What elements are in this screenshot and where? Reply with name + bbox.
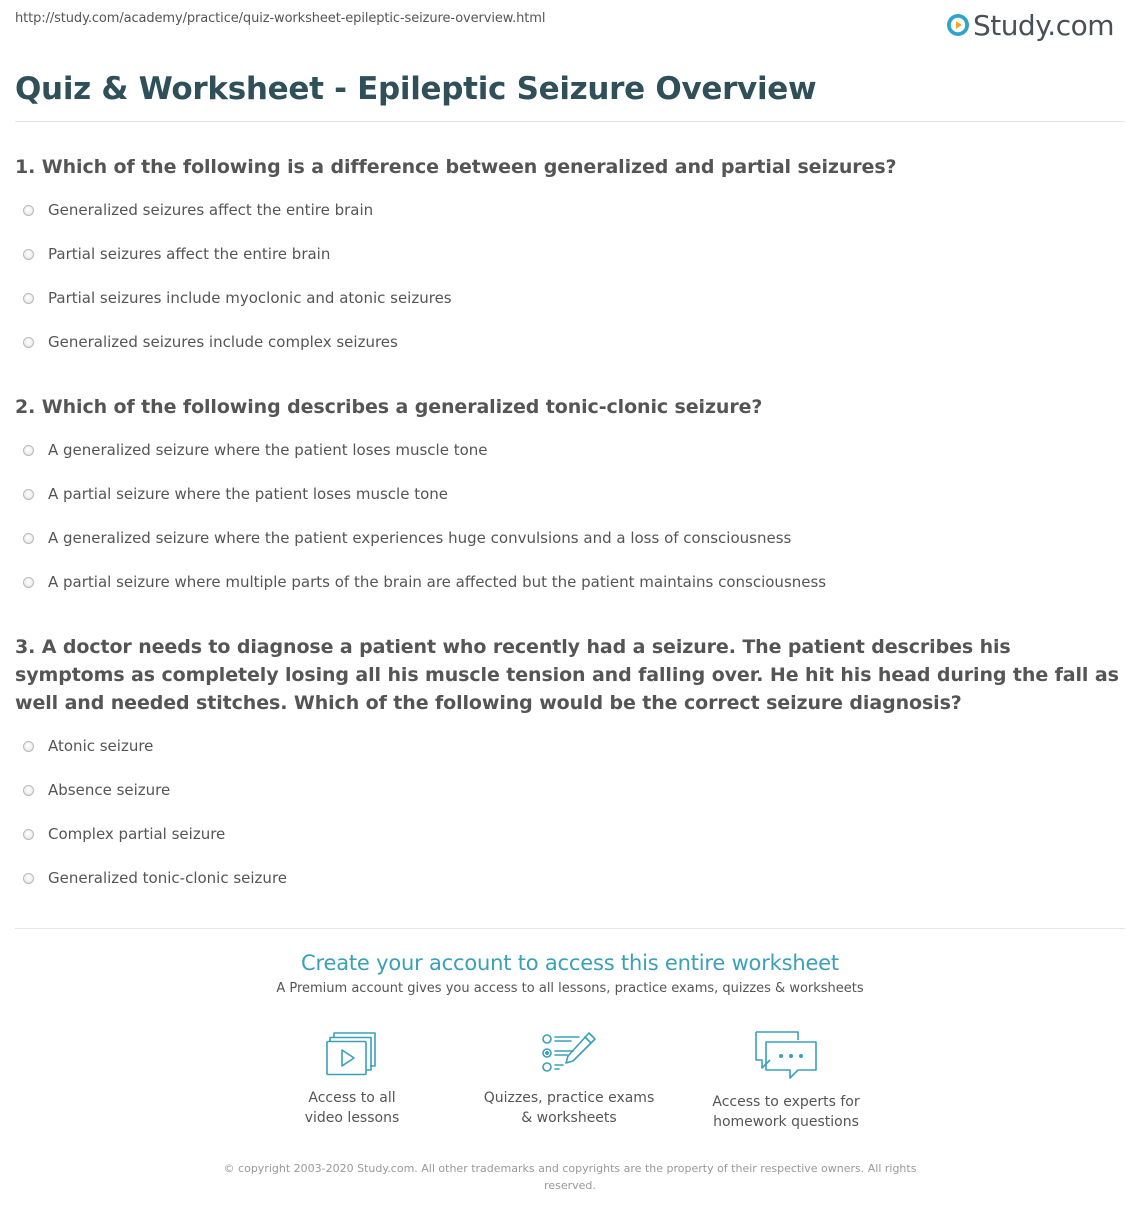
option-label: Complex partial seizure <box>48 825 226 843</box>
logo-text: Study.com <box>972 8 1114 42</box>
video-lessons-icon <box>326 1030 378 1076</box>
q1-option-4[interactable] <box>23 331 398 353</box>
feature-label-line1: Access to experts for <box>712 1094 860 1110</box>
q3-option-4[interactable] <box>23 867 287 889</box>
radio-button[interactable] <box>23 249 34 260</box>
option-label: A partial seizure where the patient loses muscle tone <box>48 485 448 503</box>
q2-option-1[interactable] <box>23 439 488 461</box>
option-label: A partial seizure where multiple parts of the brain are affected but the patient maintains consciousness <box>48 573 827 591</box>
option-label: Atonic seizure <box>48 737 154 755</box>
expert-chat-icon <box>754 1030 818 1080</box>
title-divider <box>15 121 1125 122</box>
page-url: http://study.com/academy/practice/quiz-worksheet-epileptic-seizure-overview.html <box>15 11 546 26</box>
q1-option-2[interactable] <box>23 243 330 265</box>
cta-divider <box>15 928 1125 929</box>
cta-title[interactable]: Create your account to access this entire worksheet <box>301 951 839 975</box>
q3-option-2[interactable] <box>23 779 170 801</box>
radio-button[interactable] <box>23 489 34 500</box>
feature-quizzes <box>469 1030 669 1128</box>
quiz-checklist-icon <box>541 1030 597 1076</box>
feature-label-line2: homework questions <box>713 1114 859 1130</box>
option-label: Generalized seizures affect the entire brain <box>48 201 374 219</box>
question-3: 3. A doctor needs to diagnose a patient who recently had a seizure. The patient describes his symptoms as completely losing all his muscle tension and falling over. He hit his head during the fall as well and needed stitches. Which of the following would be the correct seizure diagnosis? <box>15 636 1119 714</box>
copyright-notice: © copyright 2003-2020 Study.com. All other trademarks and copyrights are the property of their respective owners. All rights reserved. <box>223 1162 917 1192</box>
option-label: Absence seizure <box>48 781 171 799</box>
q3-option-1[interactable] <box>23 735 153 757</box>
study-logo[interactable] <box>946 8 1114 42</box>
question-1: 1. Which of the following is a difference between generalized and partial seizures? <box>15 156 897 178</box>
question-2: 2. Which of the following describes a generalized tonic-clonic seizure? <box>15 396 763 418</box>
radio-button[interactable] <box>23 205 34 216</box>
feature-label-line2: & worksheets <box>521 1110 617 1126</box>
q1-option-3[interactable] <box>23 287 452 309</box>
radio-button[interactable] <box>23 445 34 456</box>
q2-option-3[interactable] <box>23 527 791 549</box>
q1-option-1[interactable] <box>23 199 373 221</box>
radio-button[interactable] <box>23 741 34 752</box>
feature-label-line2: video lessons <box>304 1110 400 1126</box>
radio-button[interactable] <box>23 293 34 304</box>
option-label: A generalized seizure where the patient experiences huge convulsions and a loss of consciousness <box>48 529 792 547</box>
radio-button[interactable] <box>23 873 34 884</box>
page-title: Quiz & Worksheet - Epileptic Seizure Overview <box>15 71 817 107</box>
radio-button[interactable] <box>23 533 34 544</box>
radio-button[interactable] <box>23 829 34 840</box>
radio-button[interactable] <box>23 337 34 348</box>
option-label: Partial seizures include myoclonic and atonic seizures <box>48 289 452 307</box>
q3-option-3[interactable] <box>23 823 225 845</box>
option-label: Partial seizures affect the entire brain <box>48 245 331 263</box>
option-label: Generalized seizures include complex seizures <box>48 333 398 351</box>
q2-option-2[interactable] <box>23 483 448 505</box>
option-label: A generalized seizure where the patient loses muscle tone <box>48 441 488 459</box>
radio-button[interactable] <box>23 577 34 588</box>
radio-button[interactable] <box>23 785 34 796</box>
play-icon <box>946 13 970 37</box>
cta-subtitle: A Premium account gives you access to all lessons, practice exams, quizzes & worksheets <box>276 981 864 996</box>
feature-label-line1: Quizzes, practice exams <box>483 1090 655 1106</box>
feature-video-lessons <box>252 1030 452 1128</box>
q2-option-4[interactable] <box>23 571 826 593</box>
feature-experts <box>686 1030 886 1132</box>
option-label: Generalized tonic-clonic seizure <box>48 869 288 887</box>
feature-label-line1: Access to all <box>308 1090 396 1106</box>
